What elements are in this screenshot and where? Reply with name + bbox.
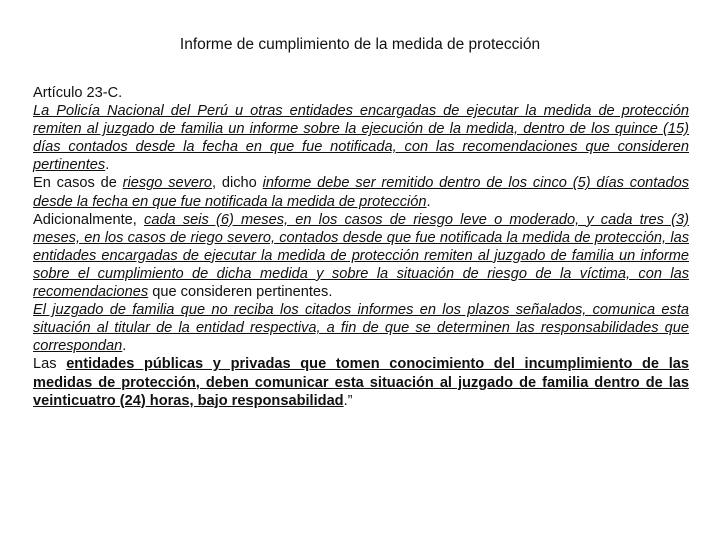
article-body [33,84,689,410]
paragraph-severe-risk [33,174,689,210]
text-run: .” [343,392,353,409]
text-run: El juzgado de familia que no reciba los citados informes en los plazos señalados, comunica esta situación al titular de la entidad respectiva, a fin de que se determinen las responsabilidades que correspondan [33,302,689,355]
document-title: Informe de cumplimiento de la medida de protección [179,36,541,53]
text-run: . [426,193,431,210]
text-run: Adicionalmente, [33,211,145,228]
text-run: Las [33,356,67,373]
paragraph-court-notice [33,301,689,355]
paragraph-report-deadline [33,102,689,174]
article-heading: Artículo 23-C. [33,85,123,101]
text-run: informe debe ser remitido dentro de los cinco (5) días contados desde la fecha en que fue notificada la medida de protección [33,175,690,210]
text-run: En casos de [33,175,123,192]
text-run: que consideren pertinentes. [148,284,333,301]
text-run: cada seis (6) meses, en los casos de riesgo leve o moderado, y cada tres (3) meses, en los casos de riego severo, contados desde que fue notificada la medida de protección, las entidades encargadas de ejecutar la medida de protección remiten al juzgado de familia un informe sobre el cumplimiento de dicha medida y sobre la situación de riesgo de la víctima, con las recomendaciones [33,211,689,301]
paragraph-entities-duty [33,355,689,409]
text-run: La Policía Nacional del Perú u otras entidades encargadas de ejecutar la medida de protección remiten al juzgado de familia un informe sobre la ejecución de la medida, dentro de los quince (15) días contados desde la fecha en que fue notificada, con las recomendaciones que consideren pertinentes [33,103,689,174]
text-run: . [122,338,127,355]
text-run: , dicho [212,175,263,192]
paragraph-periodic-reports [33,211,689,301]
text-run: entidades públicas y privadas que tomen conocimiento del incumplimiento de las medidas de protección, deben comunicar esta situación al juzgado de familia dentro de las veinticuatro (24) horas, bajo responsabilidad [33,356,689,409]
text-run: riesgo severo [122,175,213,192]
text-run: . [105,157,110,174]
